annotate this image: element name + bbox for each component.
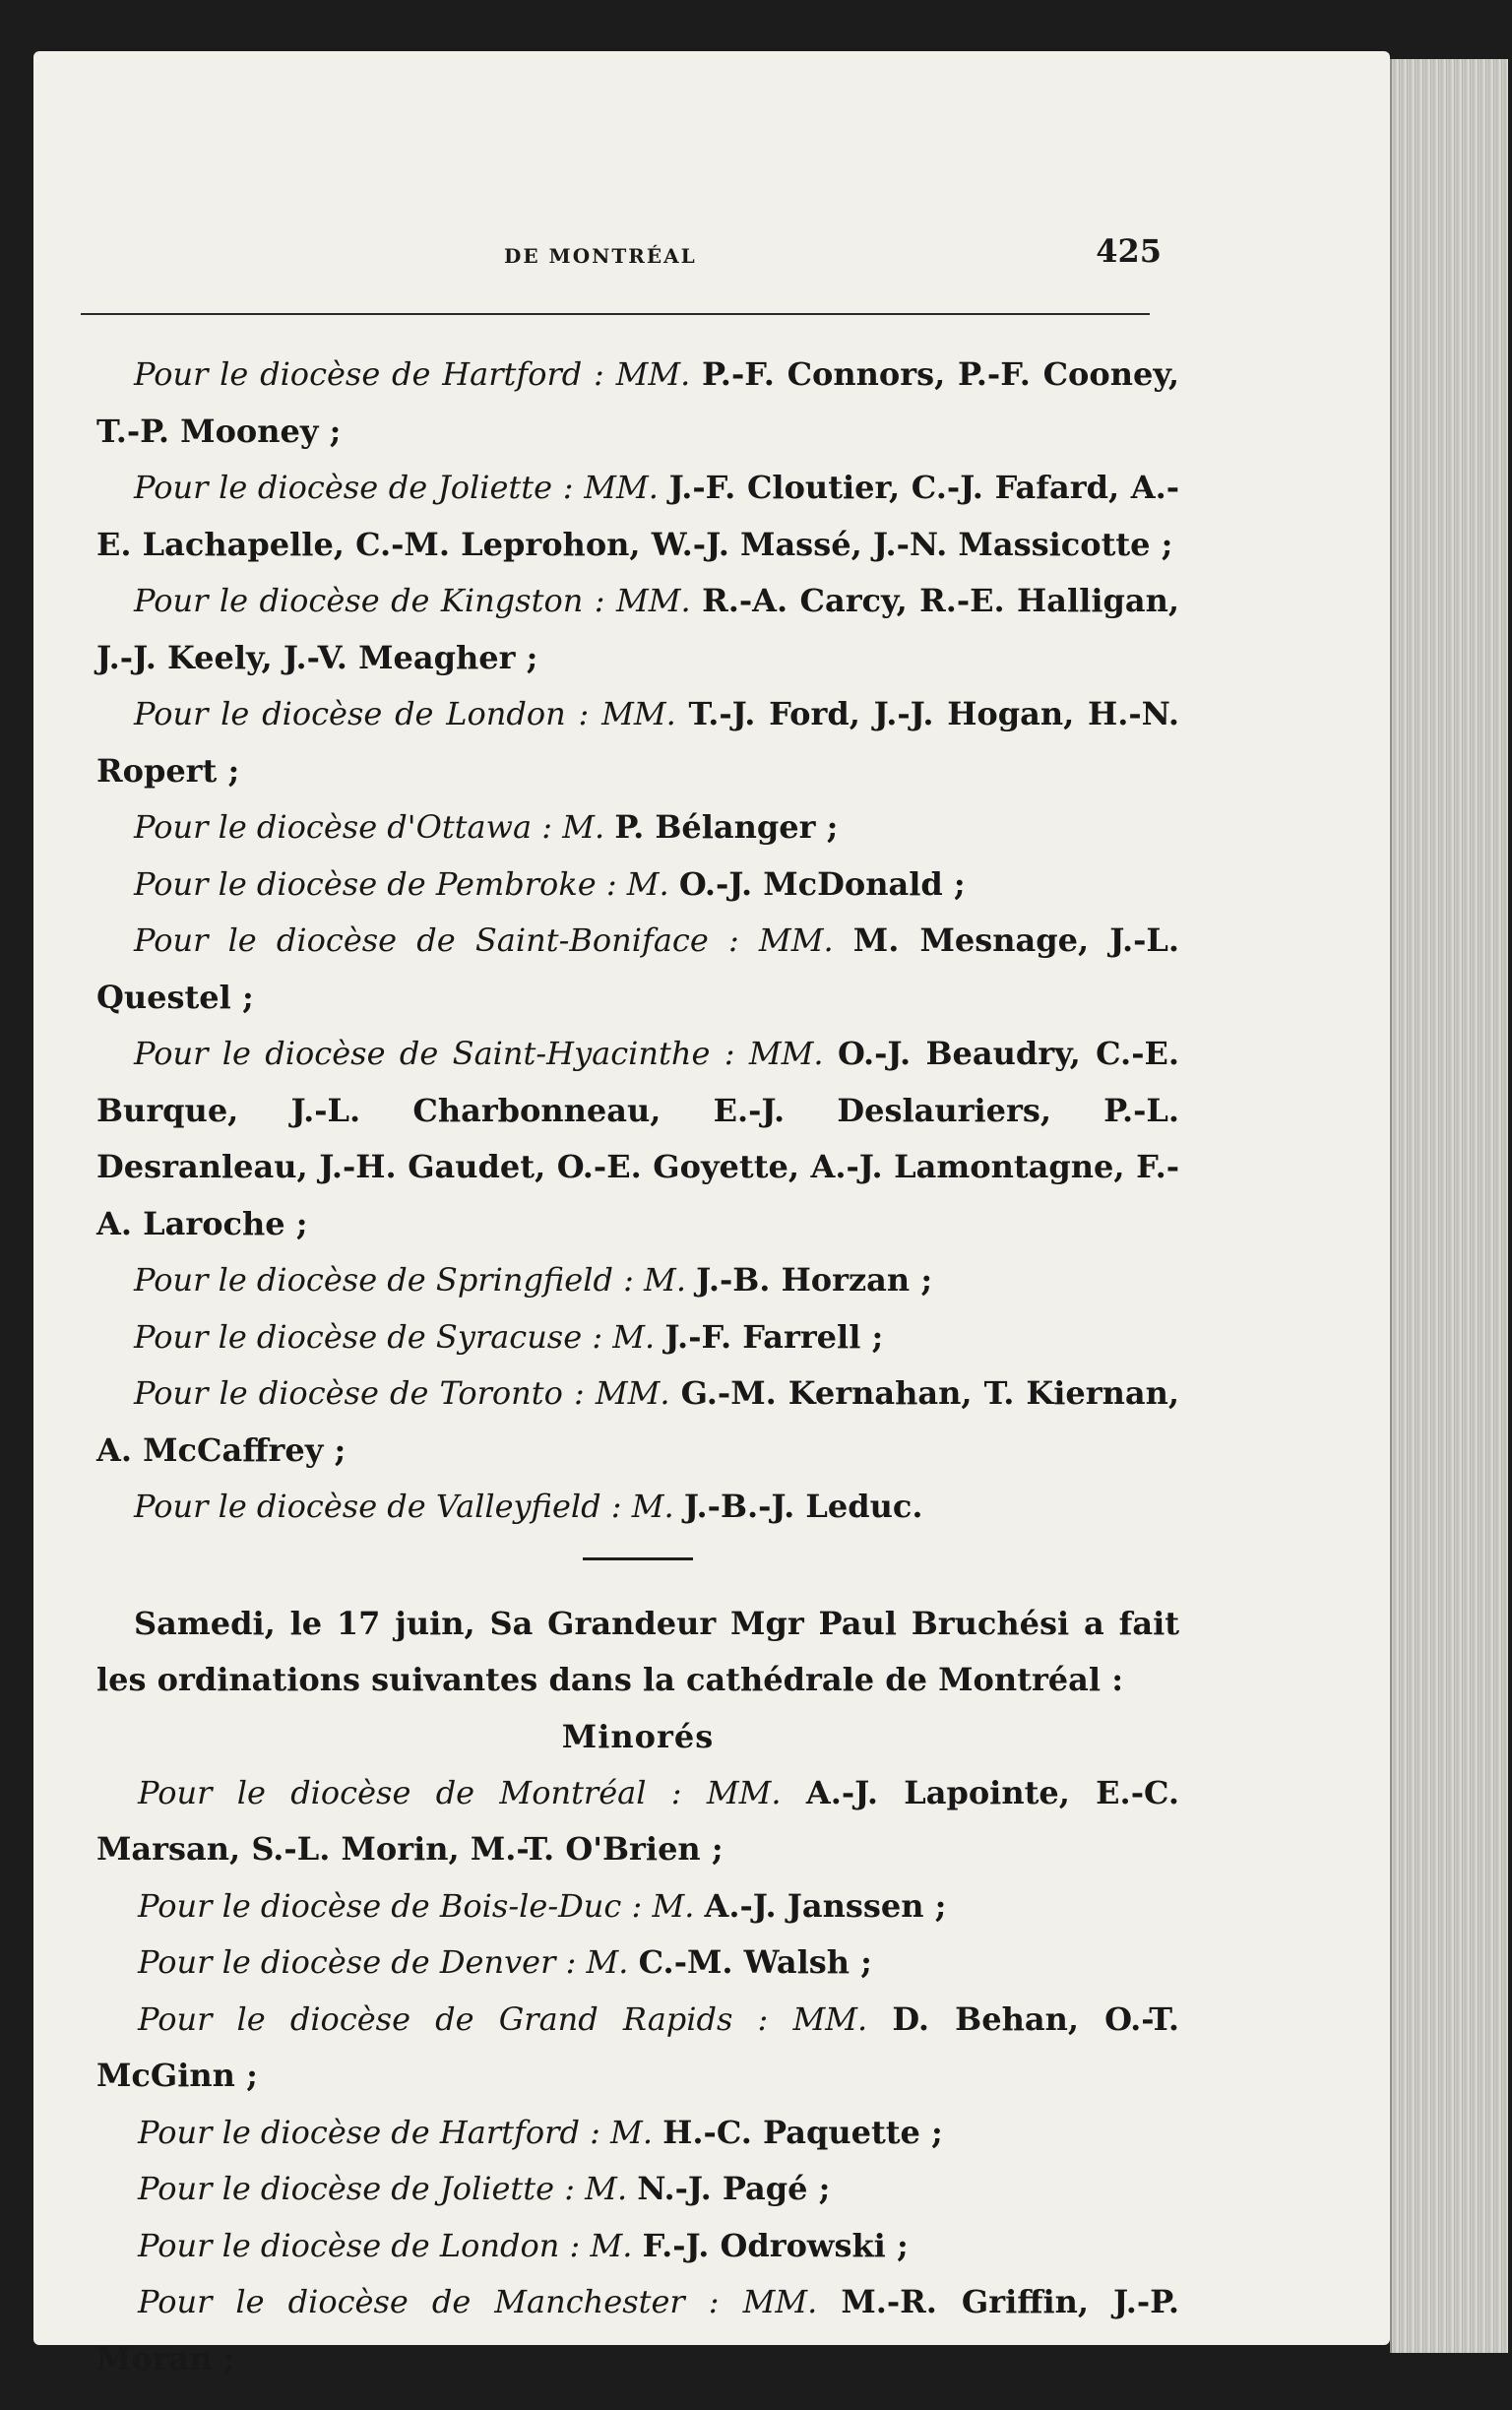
page-header	[79, 226, 1162, 285]
diocese-entry	[96, 2218, 1179, 2275]
honorific: M.	[590, 2226, 633, 2264]
ordinand-names: O.-J. McDonald ;	[678, 864, 966, 903]
honorific: M.	[586, 1943, 629, 1981]
diocese-entry	[96, 347, 1179, 460]
diocese-entry	[96, 1878, 1179, 1935]
ordinand-names: O.-J. Beaudry, C.-E. Burque, J.-L. Charbonneau, E.-J. Deslauriers, P.-L. Desranleau, J.-H. Gaudet, O.-E. Goyette, A.-J. Lamontagne, F.-A. Laroche ;	[96, 1035, 1179, 1242]
page-edges	[1390, 59, 1508, 2353]
diocese-label: Pour le diocèse de Saint-Hyacinthe :	[134, 1035, 735, 1072]
ordination-list-1	[96, 347, 1179, 1536]
honorific: M.	[626, 864, 669, 903]
ordinand-names: J.-B. Horzan ;	[696, 1261, 933, 1299]
diocese-entry	[96, 1934, 1179, 1992]
diocese-label: Pour le diocèse de Manchester :	[138, 2283, 720, 2320]
honorific: M.	[585, 2170, 628, 2207]
honorific: M.	[652, 1886, 695, 1925]
ordinand-names: P.-F. Connors, P.-F. Cooney, T.-P. Mooney ;	[96, 355, 1180, 450]
ordinand-names: J.-F. Cloutier, C.-J. Fafard, A.-E. Lachapelle, C.-M. Leprohon, W.-J. Massé, J.-N. Massicotte ;	[96, 469, 1180, 563]
ordinand-names: R.-A. Carcy, R.-E. Halligan, J.-J. Keely, J.-V. Meagher ;	[96, 582, 1180, 676]
honorific: MM.	[706, 1773, 782, 1811]
ordinand-names: A.-J. Janssen ;	[704, 1886, 947, 1925]
ordinand-names: A.-J. Lapointe, E.-C. Marsan, S.-L. Morin, M.-T. O'Brien ;	[96, 1773, 1180, 1868]
diocese-entry	[96, 1992, 1179, 2105]
ordinand-names: N.-J. Pagé ;	[637, 2170, 831, 2207]
diocese-label: Pour le diocèse de Joliette :	[134, 469, 574, 506]
diocese-entry	[96, 913, 1179, 1026]
honorific: MM.	[584, 469, 659, 506]
diocese-label: Pour le diocèse de Montréal :	[138, 1773, 682, 1811]
diocese-label: Pour le diocèse de London :	[138, 2226, 581, 2264]
ordinand-names: G.-M. Kernahan, T. Kiernan, A. McCaffrey ;	[96, 1374, 1180, 1469]
section-title: Minorés	[561, 1717, 715, 1755]
honorific: M.	[644, 1261, 686, 1299]
honorific: MM.	[758, 921, 834, 959]
ordinand-names: J.-F. Farrell ;	[664, 1317, 884, 1356]
diocese-label: Pour le diocèse de Kingston :	[134, 582, 605, 619]
diocese-entry	[96, 2274, 1179, 2387]
ordination-list-2	[96, 1765, 1179, 2388]
ordinand-names: F.-J. Odrowski ;	[642, 2226, 909, 2264]
diocese-label: Pour le diocèse de Saint-Boniface :	[134, 921, 739, 959]
honorific: M.	[612, 1317, 656, 1356]
ordinand-names: H.-C. Paquette ;	[662, 2113, 943, 2151]
ordinand-names: P. Bélanger ;	[614, 808, 839, 846]
diocese-label: Pour le diocèse de Bois-le-Duc :	[138, 1886, 643, 1925]
diocese-entry	[96, 2161, 1179, 2218]
diocese-entry	[96, 686, 1179, 799]
honorific: MM.	[615, 355, 691, 393]
ordinand-names: J.-B.-J. Leduc.	[683, 1488, 923, 1525]
running-head: DE MONTRÉAL	[504, 244, 697, 268]
diocese-label: Pour le diocèse d'Ottawa :	[134, 808, 553, 846]
diocese-entry	[96, 460, 1179, 573]
diocese-label: Pour le diocèse de Pembroke :	[134, 864, 617, 903]
honorific: M.	[562, 808, 605, 846]
diocese-entry	[96, 2105, 1179, 2162]
diocese-entry	[96, 799, 1179, 856]
intro-paragraph: Samedi, le 17 juin, Sa Grandeur Mgr Paul Bruchési a fait les ordinations suivantes dans la cathédrale de Montréal :	[96, 1604, 1179, 1698]
diocese-label: Pour le diocèse de Springfield :	[134, 1261, 634, 1299]
honorific: MM.	[595, 1374, 670, 1412]
honorific: M.	[610, 2113, 653, 2151]
honorific: M.	[631, 1488, 674, 1525]
diocese-label: Pour le diocèse de Joliette :	[138, 2170, 575, 2207]
page-number: 425	[1096, 232, 1162, 270]
diocese-entry	[96, 856, 1179, 914]
ordinand-names: C.-M. Walsh ;	[638, 1943, 872, 1981]
ordinand-names: T.-J. Ford, J.-J. Hogan, H.-N. Ropert ;	[96, 695, 1180, 790]
diocese-entry	[96, 1479, 1179, 1536]
diocese-label: Pour le diocèse de Grand Rapids :	[138, 1999, 769, 2038]
diocese-entry	[96, 1309, 1179, 1366]
diocese-label: Pour le diocèse de Hartford :	[138, 2113, 600, 2151]
diocese-entry	[96, 1252, 1179, 1309]
diocese-entry	[96, 1765, 1179, 1878]
diocese-label: Pour le diocèse de London :	[134, 695, 590, 732]
diocese-label: Pour le diocèse de Valleyfield :	[134, 1488, 622, 1525]
honorific: MM.	[742, 2283, 818, 2320]
page-body	[96, 347, 1179, 2387]
diocese-entry	[96, 573, 1179, 686]
honorific: MM.	[601, 695, 676, 732]
diocese-label: Pour le diocèse de Syracuse :	[134, 1317, 603, 1356]
diocese-entry	[96, 1365, 1179, 1479]
ordinand-names: D. Behan, O.-T. McGinn ;	[96, 1999, 1180, 2094]
honorific: MM.	[792, 1999, 868, 2038]
diocese-entry	[96, 1026, 1179, 1252]
honorific: MM.	[615, 582, 691, 619]
separator-rule	[583, 1557, 693, 1560]
honorific: MM.	[748, 1035, 824, 1072]
ordinand-names: M.-R. Griffin, J.-P. Moran ;	[96, 2283, 1180, 2378]
header-rule	[81, 313, 1150, 315]
ordinand-names: M. Mesnage, J.-L. Questel ;	[96, 921, 1180, 1016]
diocese-label: Pour le diocèse de Hartford :	[134, 355, 604, 393]
diocese-label: Pour le diocèse de Denver :	[138, 1943, 577, 1981]
diocese-label: Pour le diocèse de Toronto :	[134, 1374, 585, 1412]
